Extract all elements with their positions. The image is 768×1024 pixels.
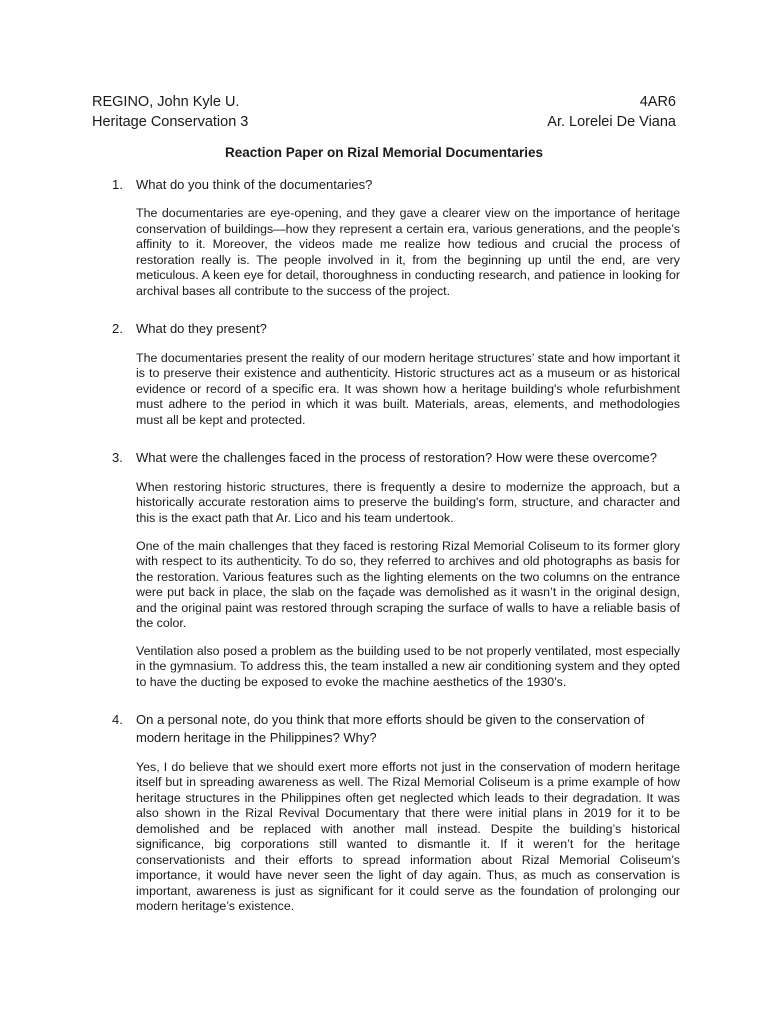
instructor-name: Ar. Lorelei De Viana	[547, 114, 676, 130]
answer-paragraph: Ventilation also posed a problem as the building used to be not properly ventilated, most especially in the gymnasium. To address this, the team installed a new air conditioning system and they opted to have the ducting be exposed to evoke the machine aesthetics of the 1930’s.	[136, 643, 680, 689]
question-4	[112, 711, 680, 747]
header-left	[92, 92, 248, 132]
answer-paragraph: One of the main challenges that they faced is restoring Rizal Memorial Coliseum to its former glory with respect to its authenticity. To do so, they referred to archives and old photographs as basis for the restoration. Various features such as the lighting elements on the two columns on the entrance were put back in place, the slab on the façade was demolished as it wasn’t in the original design, and the original paint was restored through scraping the surface of walls to have a reliable basis of the color.	[136, 538, 680, 631]
question-text: What do they present?	[136, 321, 267, 337]
author-name: REGINO, John Kyle U.	[92, 94, 240, 110]
question-1	[112, 176, 680, 194]
question-text: What do you think of the documentaries?	[136, 177, 373, 192]
question-number: 2.	[112, 321, 123, 337]
answer-paragraph: The documentaries present the reality of our modern heritage structures’ state and how important it is to preserve their existence and authenticity. Historic structures act as a museum or as historical evidence or record of a specific era. It was shown how a heritage building's whole refurbishment must adhere to the period in which it was built. Materials, areas, elements, and methodologies must all be kept and protected.	[136, 350, 680, 427]
header-right	[547, 92, 676, 132]
question-3	[112, 449, 680, 467]
answer-paragraph: When restoring historic structures, there is frequently a desire to modernize the approach, but a historically accurate restoration aims to preserve the building's form, structure, and character and this is the exact path that Ar. Lico and his team undertook.	[136, 479, 680, 525]
section-code: 4AR6	[639, 94, 676, 110]
answer-paragraph: Yes, I do believe that we should exert more efforts not just in the conservation of modern heritage itself but in spreading awareness as well. The Rizal Memorial Coliseum is a prime example of how heritage structures in the Philippines often get neglected which leads to their degradation. It was also shown in the Rizal Revival Documentary that there were initial plans in 2019 for it to be demolished and be replaced with another mall instead. Despite the building’s historical significance, big corporations still wanted to dismantle it. If it weren’t for the heritage conservationists and their efforts to spread information about Rizal Memorial Coliseum’s importance, it would have never seen the light of day again. Thus, as much as conservation is important, awareness is just as significant for it could serve as the foundation of prolonging our modern heritage’s existence.	[136, 759, 680, 914]
course-name: Heritage Conservation 3	[92, 114, 249, 130]
question-text: On a personal note, do you think that more efforts should be given to the conservation of modern heritage in the Philippines? Why?	[136, 712, 645, 746]
question-2	[112, 320, 680, 338]
question-number: 4.	[112, 712, 123, 728]
question-number: 3.	[112, 450, 123, 466]
question-number: 1.	[112, 177, 123, 192]
answer-paragraph: The documentaries are eye-opening, and they gave a clearer view on the importance of heritage conservation of buildings—how they represent a certain era, various generations, and the people’s affinity to it. Moreover, the videos made me realize how tedious and crucial the process of restoration really is. The people involved in it, from the beginning up until the end, are very meticulous. A keen eye for detail, thoroughness in conducting research, and patience in looking for archival bases all contribute to the success of the project.	[136, 206, 680, 298]
document-body	[112, 176, 680, 936]
question-text: What were the challenges faced in the process of restoration? How were these overcome?	[136, 450, 657, 466]
document-title: Reaction Paper on Rizal Memorial Documentaries	[224, 145, 544, 160]
